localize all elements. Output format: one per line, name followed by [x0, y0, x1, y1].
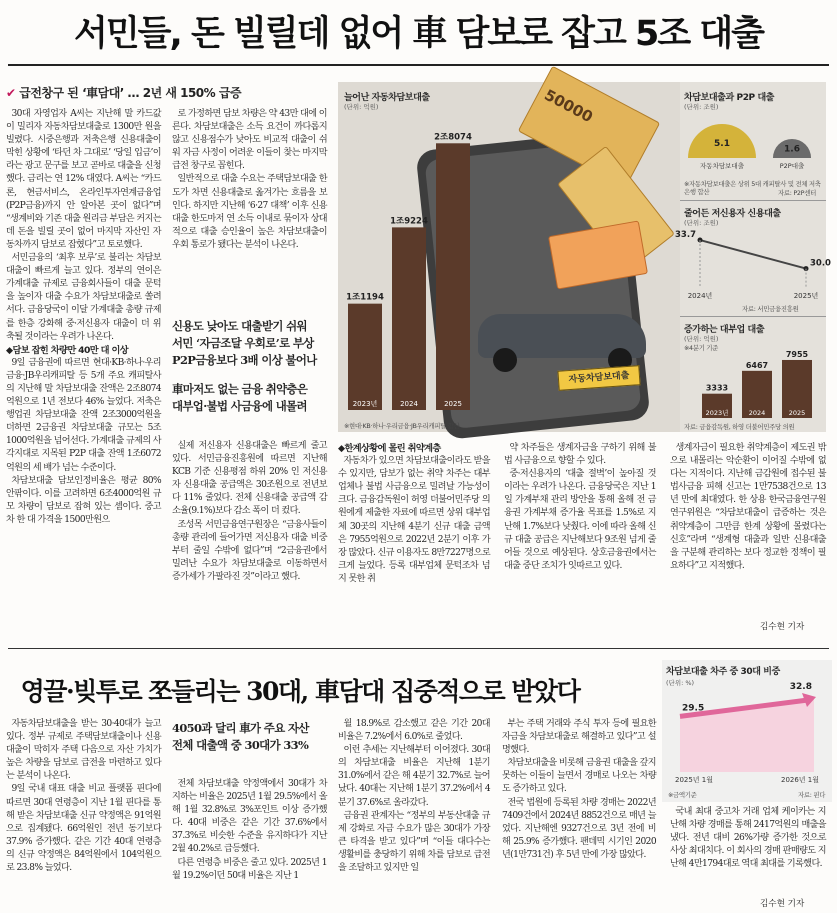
pull-quote-line: 서민 ‘자금조달 우회로’로 부상: [172, 336, 314, 350]
chart-title: 늘어난 자동차담보대출: [344, 93, 430, 103]
article2-column-4: [502, 718, 656, 908]
data-label: 1.6: [784, 144, 800, 155]
chart-note: ※4분기 기준: [684, 344, 719, 352]
byline: 김수현 기자: [760, 622, 805, 632]
data-label: 2조8074: [434, 132, 472, 143]
paragraph: 자동차가 있으면 차담보대출이라도 받을 수 있지만, 담보가 없는 취약 차주는 대부업체나 불법 사금융으로 밀려날 가능성이 크다. 금융감독원이 허영 더불어민주당 의원에게 제출한 자료에 따르면 상위 대부업체 30곳의 지난해 4분기 신규 대출 금액은 7955억원으로 2022년 2분기 이후 가장 많았다. 신규 이용자도 8만7227명으로 크게 늘었다. 등록 대부업체 문턱조차 넘지 못한 취: [338, 456, 490, 584]
chart-unit: (단위: 조원): [684, 103, 719, 111]
paragraph: 월 18.9%로 감소했고 같은 기간 20대 비율은 7.2%에서 6.0%로 줄었다.: [338, 719, 490, 743]
paragraph: 9일 국내 대표 대출 비교 플랫폼 핀다에 따르면 30대 연령층이 지난 1월 핀다를 통해 받은 차담보대출 신규 약정액은 91억원으로 집계됐다. 66억원인 전년 동기보다 37.9% 증가했다. 같은 기간 40대 연령층의 신규 약정액은 84억원에서 104억원으로 23.8% 늘었다.: [6, 784, 161, 874]
paragraph: 이런 추세는 지난해부터 이어졌다. 30대의 차담보대출 비율은 지난해 1분기 31.0%에서 같은 해 4분기 32.7%로 늘어났다. 40대는 지난해 1분기 37.2%에서 4분기 37.6%로 올라갔다.: [338, 745, 490, 808]
paragraph: 일반적으로 대출 수요는 주택담보대출 한도가 차면 신용대출로 옮겨가는 흐름을 보인다. 하지만 지난해 ‘6·27 대책’ 이후 신용대출 한도마저 연 소득 이내로 묶이자 상대적으로 대출 승인율이 높은 차담보대출이 우회 통로가 됐다는 분석이 나온다.: [172, 174, 327, 250]
bar: [348, 304, 382, 410]
data-label: 5.1: [714, 139, 730, 150]
subhead: [6, 84, 326, 101]
paragraph: 30대 자영업자 A씨는 지난해 말 카드값이 밀리자 자동차담보대출로 1300만 원을 빌렸다. 시중은행과 저축은행 신용대출이 막힌 상황에 ‘타던 차 그대로’ ‘당일 입금’이라는 광고 문구를 보고 곧바로 대출을 신청했다. 금리는 연 12% 대였다. A씨는 “카드론, 현금서비스, 온라인투자연계금융업(P2P금융)까지 안 알아본 곳이 없다”며 “생계비와 기존 대출 원리금 부담은 커지는데 돈을 빌릴 곳이 없어 마지막 자산인 자동차까지 담보로 잡혔다”고 토로했다.: [6, 109, 161, 250]
pull-quote: [172, 318, 332, 415]
article-column-2-top: [172, 108, 327, 278]
tick-label: 2024: [400, 400, 418, 408]
chart-unit: (단위: %): [666, 679, 695, 687]
pull-quote-line: 전체 대출액 중 30대가 33%: [172, 738, 309, 752]
tick-label: 2025년: [793, 292, 819, 300]
data-label: 6467: [745, 360, 769, 370]
chart-title: 차담보대출과 P2P 대출: [684, 93, 775, 103]
data-label: 3333: [705, 383, 729, 393]
pull-quote: [172, 720, 332, 754]
chart-unit: (단위: 억원): [684, 335, 719, 343]
paragraph: 다른 연령층 비중은 줄고 있다. 2025년 1월 19.2%이던 50대 비율은 지난 1: [172, 857, 327, 881]
article2-column-5: [670, 806, 826, 902]
car-plate-label: 자동차담보대출: [557, 365, 640, 391]
paragraph: 약 차주들은 생계자금을 구하기 위해 불법 사금융으로 향할 수 있다.: [504, 443, 656, 467]
headline-divider: [8, 64, 829, 66]
tick-label: 2026년 1월: [780, 776, 820, 784]
tick-label: 2024년: [687, 292, 713, 300]
paragraph: 차담보대출을 비롯해 금융권 대출을 갚지 못하는 이들이 늘면서 경매로 나오는 차량도 증가하고 있다.: [502, 758, 656, 795]
article2-column-3: [338, 718, 490, 908]
paragraph: 전체 차담보대출 약정액에서 30대가 차지하는 비율은 2025년 1월 29.5%에서 올해 1월 32.8%로 3%포인트 이상 증가했다. 40대 비중은 같은 기간 37.6%에서 37.3%로 비슷한 수준을 유지하다가 지난 2월 40.2%로 급등했다.: [172, 779, 327, 855]
data-label: 29.5: [682, 703, 705, 714]
pull-quote-line: 대부업·불법 사금융에 내몰려: [172, 399, 307, 413]
tick-label: P2P대출: [779, 162, 805, 170]
chart-unit: (단위: 억원): [344, 103, 379, 111]
pull-quote-line: 車마저도 없는 금융 취약층은: [172, 382, 308, 396]
data-label: 1조9224: [390, 216, 428, 227]
paragraph: 자동차담보대출을 받는 30·40대가 늘고 있다. 정부 규제로 주택담보대출이나 신용대출이 막히자 주택 다음으로 자산 가치가 높은 차량을 담보로 급전을 마련하고 있다는 분석이 나온다.: [6, 719, 161, 782]
article-column-3: [338, 442, 490, 642]
subhead-text: 급전창구 된 ‘車담대’ … 2년 새 150% 급증: [19, 86, 242, 100]
pull-quote-line: 신용도 낮아도 대출받기 쉬워: [172, 319, 307, 333]
article-column-1: [6, 108, 161, 638]
main-bar-chart: [338, 102, 488, 422]
main-headline: 서민들, 돈 빌릴데 없어 車 담보로 잡고 5조 대출: [74, 14, 763, 54]
paragraph: 생계자금이 필요한 취약계층이 제도권 밖으로 내몰리는 악순환이 이어질 수밖에 없다는 지적이다. 지난해 금감원에 접수된 불법사금융 피해 신고는 1만7538건으로 13년 만에 최대였다. 한 상용 한국금융연구원 연구위원은 “차담보대출이 급증하는 것은 취약계층이 그만큼 한계 상황에 몰렸다는 신호”라며 “생계형 대출과 일반 신용대출을 구분해 관리하는 보다 정교한 정책이 필요하다”고 지적했다.: [670, 443, 826, 571]
article2-column-1: [6, 718, 161, 908]
lender-bar-chart: [680, 338, 826, 422]
byline: 김수현 기자: [760, 899, 805, 909]
paragraph: 조성목 서민금융연구원장은 “금융사들이 총량 관리에 들어가면 저신용자 대출 비중부터 줄일 수밖에 없다”며 “2금융권에서 밀려난 수요가 차담보대출로 이동하면서 증가세가 가팔라진 것”이라고 했다.: [172, 519, 327, 582]
chart-title: 줄어든 저신용자 신용대출: [684, 209, 781, 219]
paragraph: 서민금융의 ‘최후 보루’로 불리는 차담보대출이 빠르게 늘고 있다. 정부의 연이은 가계대출 규제로 금융회사들이 대출 문턱을 높이자 대출 수요가 차담보대출로 쏠려서다. 금융당국이 이달 가계대출 총량 규제를 한층 강화해 중·저신용자 대출이 더 위축될 것이라는 우려가 나온다.: [6, 253, 161, 342]
chart-source: ※현대·KB·하나·우리금융·JB우리캐피탈 합산: [344, 422, 460, 430]
tick-label: 자동차담보대출: [700, 162, 744, 170]
tick-label: 2023년: [352, 400, 378, 408]
data-label: 1조1194: [346, 292, 384, 303]
data-label: 30.0: [810, 258, 831, 269]
chart-title: 차담보대출 차주 중 30대 비중: [666, 667, 780, 677]
paragraph: 차담보대출 담보인정비율은 평균 80% 안팎이다. 이를 고려하면 6조4000억원 규모 차량이 담보로 잡혀 있는 셈이다. 중고차 한 대 가격을 1500만원으: [6, 475, 161, 525]
paragraph: 전국 법원에 등록된 차량 경매는 2022년 7409건에서 2024년 8852건으로 매년 늘었다. 지난해엔 9327건으로 3년 전에 비해 25.9% 증가했다. 팬데믹 시기인 2020년(1만731건) 후 5년 만에 가장 많았다.: [502, 797, 656, 860]
chart-unit: (단위: 조원): [684, 219, 719, 227]
bar: [392, 227, 426, 410]
pull-quote-line: 4050과 달리 車가 주요 자산: [172, 721, 309, 735]
chart-note: ※금액기준: [668, 791, 697, 799]
paragraph: 중·저신용자의 ‘대출 절벽’이 높아질 것이라는 우려가 나온다. 금융당국은 지난 1일 가계부채 관리 방안을 통해 올해 전 금융권 가계부채 증가율 목표를 1.5%로 지난해 1.7%보다 낮췄다. 이에 따라 올해 신규 대출 공급은 지난해보다 9조원 넘게 줄어들 것으로 예상된다. 상호금융권에서는 대출 중단 조치가 잇따르고 있다.: [504, 469, 656, 571]
paragraph: 로 가정하면 담보 차량은 약 43만 대에 이른다. 차담보대출은 소득 요건이 까다롭지 않고 신용점수가 낮아도 비교적 대출이 쉬워 자금 사정이 어려운 이들이 찾는 마지막 급전 창구로 꼽힌다.: [172, 109, 327, 172]
chart-source: 자료: 금융감독원, 하영 더불어민주당 의원: [684, 423, 795, 431]
article-column-5: [670, 442, 826, 632]
infographic: [338, 82, 831, 432]
chart-title: 증가하는 대부업 대출: [684, 325, 765, 335]
chart-source: 자료: 핀다: [798, 791, 826, 799]
article2-column-2: [172, 778, 327, 910]
section-heading: ◆한계상황에 몰린 취약계층: [338, 443, 441, 454]
paragraph: 9일 금융권에 따르면 현대·KB·하나·우리금융·JB우리캐피탈 등 5개 주요 캐피탈사의 지난해 말 차담보대출 잔액은 2조8074억원으로 1년 전보다 46% 늘었다. 저축은행업권 차담보대출 잔액 2조3000억원을 더하면 2금융권 차담보대출 규모는 5조1000억원을 넘어선다. 가계대출 규제의 사각지대로 지목된 P2P 대출 잔액 1조6072억원의 세 배가 넘는 수준이다.: [6, 357, 161, 473]
bar: [436, 143, 470, 410]
credit-line-chart: [675, 222, 831, 302]
series-line: [700, 240, 806, 269]
article-column-2-bottom: [172, 440, 327, 640]
paragraph: 실제 저신용자 신용대출은 빠르게 줄고 있다. 서민금융진흥원에 따르면 지난해 KCB 기준 신용평점 하위 20% 인 저신용자 신용대출 공급액은 30조원으로 전년보다 11% 줄었다. 전체 신용대출 공급액 감소율(9.1%)보다 감소 폭이 더 컸다.: [172, 441, 327, 517]
second-headline: 영끌·빚투로 쪼들리는 30대, 車담대 집중적으로 받았다: [20, 677, 580, 706]
pull-quote-line: P2P금융보다 3배 이상 불어나: [172, 353, 317, 367]
chart-note: ※자동차담보대출은 상위 5대 캐피탈사 및 전체 저축은행 합산: [684, 180, 821, 196]
check-icon: ✔: [6, 86, 16, 100]
data-label: 33.7: [675, 230, 696, 241]
data-label: 7955: [785, 349, 809, 359]
tick-label: 2025: [444, 400, 462, 408]
data-label: 32.8: [789, 682, 812, 693]
paragraph: 국내 최대 중고차 거래 업체 케이카는 지난해 차량 경매를 통해 2417억원의 매출을 냈다. 전년 대비 26%가량 증가한 것으로 사상 최대치다. 이 회사의 경매 판매량도 지난해 4만1794대로 역대 최대를 기록했다.: [670, 807, 826, 870]
tick-label: 2023년: [705, 409, 729, 417]
banknote-label: 50000: [541, 85, 596, 127]
article-column-4: [504, 442, 656, 642]
p2p-semicircle-chart: [680, 110, 826, 180]
tick-label: 2025: [788, 409, 806, 417]
paragraph: 금융권 관계자는 “정부의 부동산대출 규제 강화로 자금 수요가 많은 30대가 가장 큰 타격을 받고 있다”며 “이들 대다수는 생활비를 충당하기 위해 차를 담보로 급전을 조달하고 있지만 일: [338, 810, 490, 874]
car-wheel: [493, 348, 517, 372]
tick-label: 2025년 1월: [674, 776, 714, 784]
section-divider: [8, 648, 829, 649]
chart-source: 자료: P2P센터: [778, 189, 816, 197]
area-chart-box: [662, 660, 832, 802]
paragraph: 부는 주택 거래와 주식 투자 등에 필요한 자금을 차담보대출로 해결하고 있다”고 설명했다.: [502, 719, 656, 756]
tick-label: 2024: [748, 409, 766, 417]
section-heading: ◆담보 잡힌 차량만 40만 대 이상: [6, 344, 129, 356]
chart-source: 자료: 서민금융진흥원: [742, 305, 799, 313]
